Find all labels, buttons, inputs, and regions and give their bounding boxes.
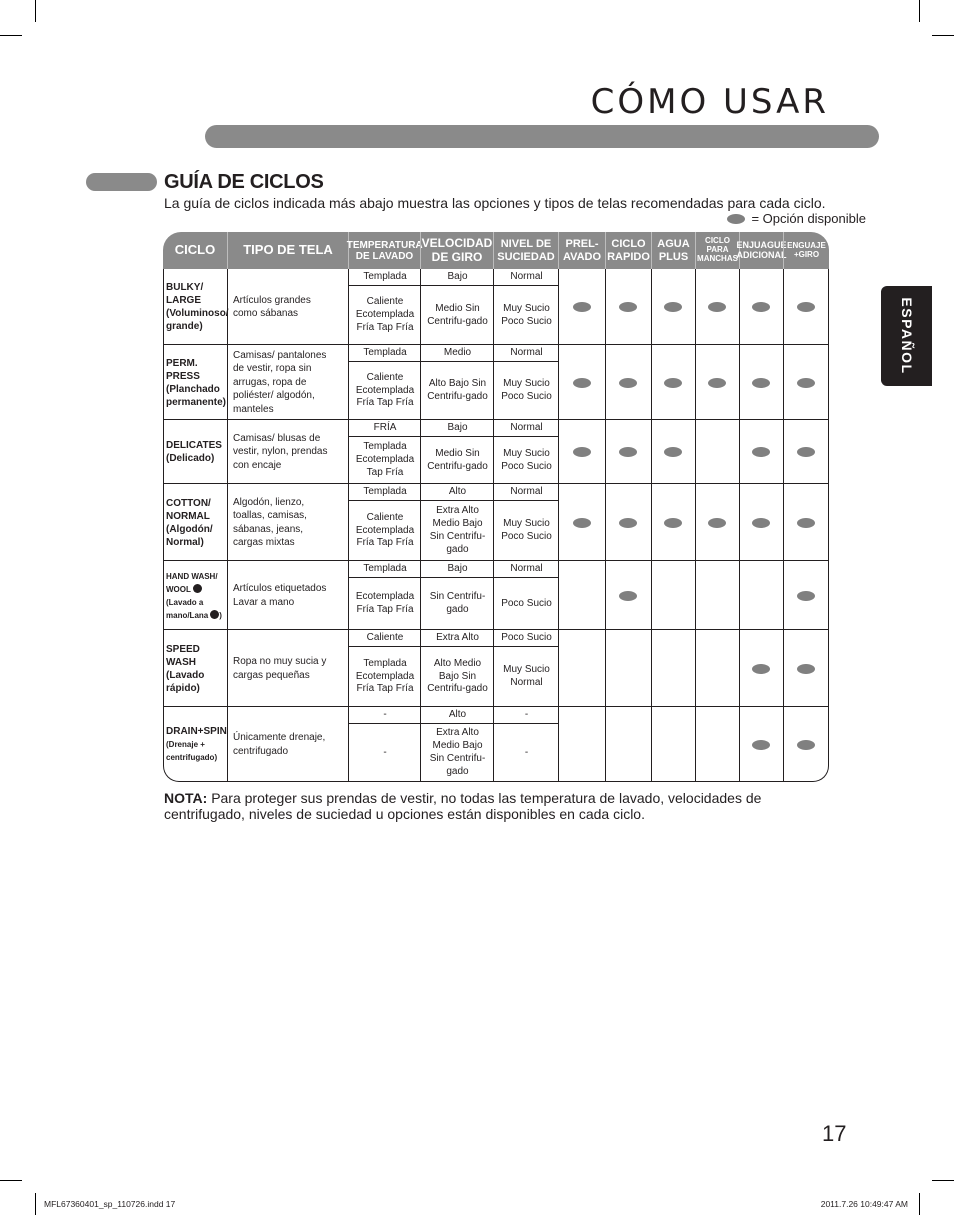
fabric-type-line: Camisas/ pantalones	[233, 349, 327, 361]
cycle-guide-table	[163, 269, 829, 782]
fabric-type-line: sábanas, jeans,	[233, 523, 304, 535]
option-available-dot-icon	[708, 518, 726, 528]
cycle-name-line: HAND WASH/	[166, 571, 218, 581]
crop-mark	[0, 1180, 22, 1181]
default-temp: Templada	[363, 347, 407, 359]
cycle-name	[166, 269, 228, 345]
cycle-name-line: DELICATES	[166, 440, 222, 451]
footer-date: 2011.7.26 10:49:47 AM	[820, 1199, 908, 1209]
wool-icon	[193, 584, 202, 593]
cycle-name-line: (Planchado	[166, 383, 220, 395]
default-temp: Templada	[363, 271, 407, 283]
alt-temp: Caliente Ecotemplada Fría Tap Fría	[355, 511, 415, 549]
fabric-type	[233, 420, 348, 484]
fabric-type-line: manteles	[233, 403, 274, 415]
column-header: ENGUAJE +GIRO	[783, 232, 829, 269]
column-header: NIVEL DE SUCIEDAD	[493, 232, 558, 269]
fabric-type-line: poliéster/ algodón,	[233, 390, 315, 402]
column-header: TEMPERATURA DE LAVADO	[348, 232, 420, 269]
fabric-type-line: vestir, nylon, prendas	[233, 446, 328, 458]
fabric-type	[233, 561, 348, 630]
fabric-type-line: centrifugado	[233, 745, 289, 757]
cycle-name-line: grande)	[166, 321, 203, 332]
fabric-type	[233, 707, 348, 782]
alt-spin: Medio Sin Centrifu-gado	[427, 302, 488, 327]
fabric-type-line: Algodón, lienzo,	[233, 496, 305, 508]
option-available-dot-icon	[619, 518, 637, 528]
option-available-dot-icon	[752, 447, 770, 457]
cycle-name-line: Normal)	[166, 536, 204, 548]
alt-spin: Sin Centrifu-gado	[429, 591, 486, 615]
option-available-dot-icon	[797, 518, 815, 528]
option-available-dot-icon	[664, 518, 682, 528]
default-spin: Bajo	[447, 422, 468, 434]
legend-label: = Opción disponible	[751, 211, 866, 226]
cycle-name-line: DRAIN+SPIN	[166, 726, 227, 737]
note-text: Para proteger sus prendas de vestir, no todas las temperatura de lavado, velocidades de centrifugado, niveles de suciedad u opciones están disponibles en cada ciclo.	[164, 790, 762, 823]
default-soil: Normal	[510, 271, 543, 283]
column-header: CICLO	[174, 242, 216, 258]
option-available-dot-icon	[664, 378, 682, 388]
cycle-name-line: BULKY/	[166, 282, 204, 293]
header-bar	[205, 125, 879, 148]
cycle-name-line: (Delicado)	[166, 453, 215, 464]
page-number: 17	[822, 1121, 847, 1146]
option-available-dot-icon	[664, 302, 682, 312]
column-header: TIPO DE TELA	[227, 232, 348, 269]
option-available-dot-icon	[619, 591, 637, 601]
fabric-type-line: Artículos etiquetados	[233, 583, 327, 594]
default-temp: Templada	[363, 563, 407, 575]
fabric-type-line: toallas, camisas,	[233, 510, 307, 521]
crop-mark	[932, 35, 954, 36]
default-spin: Extra Alto	[436, 632, 479, 644]
crop-mark	[932, 1180, 954, 1181]
option-available-dot-icon	[752, 302, 770, 312]
alt-spin: Alto Bajo Sin Centrifu-gado	[427, 378, 488, 402]
alt-temp: Ecotemplada Fría Tap Fría	[355, 591, 415, 615]
alt-temp: Caliente Ecotemplada Fría Tap Fría	[355, 296, 415, 333]
cycle-name	[166, 561, 228, 630]
default-soil: Poco Sucio	[501, 632, 552, 644]
crop-mark	[919, 0, 920, 22]
option-available-dot-icon	[708, 378, 726, 388]
fabric-type-line: cargas pequeñas	[233, 669, 310, 681]
option-available-dot-icon	[797, 447, 815, 457]
option-available-dot-icon	[752, 378, 770, 388]
cycle-name-line: NORMAL	[166, 510, 210, 522]
cycle-name-line: (Lavado	[166, 669, 205, 681]
default-spin: Alto	[448, 486, 467, 498]
option-available-dot-icon	[708, 302, 726, 312]
table-header	[163, 232, 829, 269]
alt-soil: Muy Sucio Normal	[503, 664, 550, 688]
default-spin: Medio	[443, 347, 472, 359]
note	[164, 790, 814, 822]
fabric-type-line: de vestir, ropa sin	[233, 363, 312, 375]
option-available-dot-icon	[573, 302, 591, 312]
alt-soil: Poco Sucio	[501, 597, 552, 609]
fabric-type	[233, 630, 348, 707]
section-title: GUÍA DE CICLOS	[164, 171, 324, 193]
fabric-type	[233, 484, 348, 561]
fabric-type-line: Ropa no muy sucia y	[233, 656, 327, 667]
alt-temp: Templada Ecotemplada Tap Fría	[355, 441, 415, 478]
cycle-name	[166, 707, 228, 782]
option-available-dot-icon	[573, 378, 591, 388]
option-available-dot-icon	[797, 591, 815, 601]
default-temp: FRÍA	[373, 422, 397, 434]
column-header: AGUA PLUS	[651, 232, 695, 269]
cycle-name	[166, 630, 228, 707]
language-tab	[881, 286, 932, 386]
option-available-dot-icon	[752, 518, 770, 528]
alt-soil: -	[524, 746, 529, 758]
default-soil: Normal	[510, 563, 543, 575]
alt-soil: Muy Sucio Poco Sucio	[501, 447, 552, 472]
default-temp: Caliente	[366, 632, 404, 644]
cycle-name-line: centrifugado)	[166, 753, 218, 762]
fabric-type-line: cargas mixtas	[233, 537, 295, 548]
crop-mark	[0, 35, 22, 36]
default-temp: Templada	[363, 486, 407, 498]
cycle-name-line: (Lavado a	[166, 597, 204, 607]
cycle-name	[166, 484, 228, 561]
alt-spin: Alto Medio Bajo Sin Centrifu-gado	[427, 657, 488, 695]
cycle-name-line: SPEED	[166, 643, 200, 655]
option-available-dot-icon	[573, 518, 591, 528]
option-dot-icon	[727, 214, 745, 224]
alt-temp: Templada Ecotemplada Fría Tap Fría	[355, 657, 415, 695]
cycle-name	[166, 345, 228, 420]
fabric-type-line: con encaje	[233, 459, 282, 471]
default-spin: Bajo	[447, 563, 468, 575]
default-soil: Normal	[510, 347, 543, 359]
default-spin: Bajo	[447, 271, 468, 283]
fabric-type-line: Camisas/ blusas de	[233, 432, 321, 444]
default-soil: -	[524, 709, 529, 721]
crop-mark	[35, 1193, 36, 1215]
cycle-name-line: (Algodón/	[166, 523, 213, 535]
option-available-dot-icon	[573, 447, 591, 457]
option-available-dot-icon	[752, 740, 770, 750]
column-header: CICLO RAPIDO	[605, 232, 651, 269]
cycle-name-line: permanente)	[166, 396, 227, 408]
alt-spin: Extra Alto Medio Bajo Sin Centrifu-gado	[429, 505, 486, 555]
alt-temp: Caliente Ecotemplada Fría Tap Fría	[355, 371, 415, 409]
crop-mark	[919, 1193, 920, 1215]
footer-file: MFL67360401_sp_110726.indd 17	[44, 1199, 176, 1209]
fabric-type-line: arrugas, ropa de	[233, 376, 307, 388]
cycle-name-line: WOOL	[166, 584, 191, 594]
cycle-name-line: (Voluminoso/	[166, 308, 229, 319]
column-header: ENJUAGUE ADICIONAL	[739, 232, 783, 269]
option-available-dot-icon	[797, 664, 815, 674]
option-available-dot-icon	[619, 447, 637, 457]
fabric-type-line: Artículos grandes	[233, 294, 311, 306]
alt-soil: Muy Sucio Poco Sucio	[501, 518, 552, 542]
cycle-name-line: PERM.	[166, 357, 198, 369]
page-header-title: CÓMO USAR	[590, 82, 829, 122]
note-label: NOTA:	[164, 790, 208, 806]
crop-mark	[35, 0, 36, 22]
alt-temp: -	[383, 746, 387, 758]
cycle-name-line: WASH	[166, 656, 196, 668]
cycle-name-line: PRESS	[166, 370, 200, 382]
cycle-name-line: LARGE	[166, 295, 201, 306]
option-available-dot-icon	[619, 302, 637, 312]
default-soil: Normal	[510, 422, 543, 434]
cycle-name-line: )	[219, 610, 222, 620]
default-temp: -	[383, 709, 387, 721]
cycle-name-line: mano/Lana	[166, 610, 209, 620]
default-spin: Alto	[448, 709, 467, 721]
cycle-name-line: (Drenaje +	[166, 740, 205, 749]
option-available-dot-icon	[797, 740, 815, 750]
fabric-type	[233, 269, 348, 345]
fabric-type-line: Lavar a mano	[233, 596, 295, 608]
option-available-dot-icon	[664, 447, 682, 457]
cycle-name-line: rápido)	[166, 682, 200, 694]
fabric-type-line: como sábanas	[233, 308, 299, 319]
option-available-dot-icon	[797, 378, 815, 388]
wool-icon	[210, 610, 219, 619]
section-pill	[86, 173, 157, 191]
fabric-type	[233, 345, 348, 420]
alt-spin: Medio Sin Centrifu-gado	[427, 447, 488, 472]
cycle-name	[166, 420, 228, 484]
column-header: CICLO PARA MANCHAS	[695, 232, 739, 269]
alt-spin: Extra Alto Medio Bajo Sin Centrifu-gado	[429, 727, 486, 777]
legend	[727, 211, 866, 226]
column-header: PREL-AVADO	[558, 232, 605, 269]
option-available-dot-icon	[797, 302, 815, 312]
option-available-dot-icon	[752, 664, 770, 674]
fabric-type-line: Únicamente drenaje,	[233, 732, 326, 743]
alt-soil: Muy Sucio Poco Sucio	[501, 302, 552, 327]
default-soil: Normal	[510, 486, 543, 498]
cycle-name-line: COTTON/	[166, 497, 211, 509]
column-header: VELOCIDAD DE GIRO	[420, 232, 493, 269]
language-tab-label: ESPAÑOL	[898, 297, 915, 375]
section-intro: La guía de ciclos indicada más abajo muestra las opciones y tipos de telas recomendadas para cada ciclo.	[164, 195, 826, 211]
alt-soil: Muy Sucio Poco Sucio	[501, 378, 552, 402]
option-available-dot-icon	[619, 378, 637, 388]
